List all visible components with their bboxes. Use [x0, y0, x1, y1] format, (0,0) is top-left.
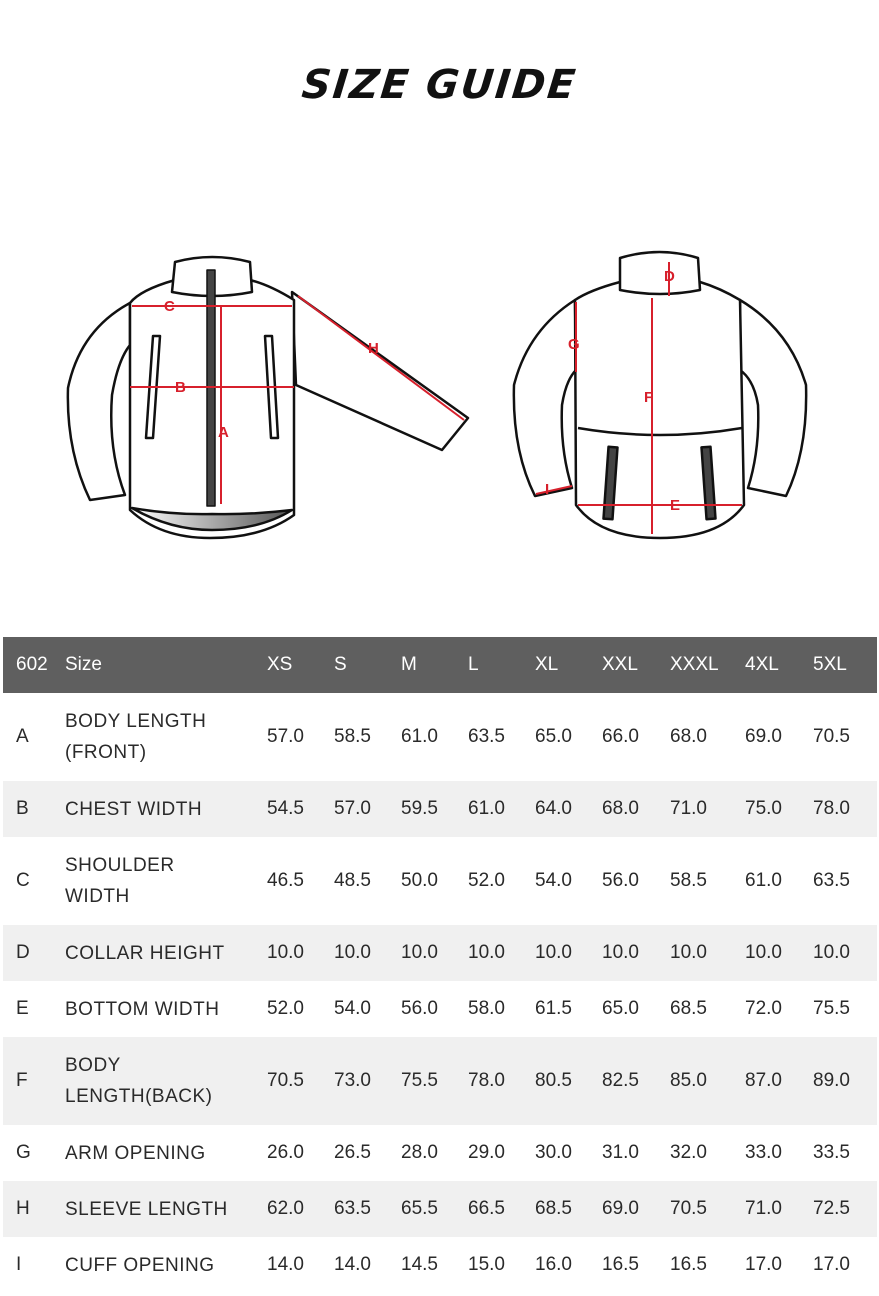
header-l: L [468, 637, 535, 693]
table-row [3, 693, 877, 781]
measure-value: 10.0 [602, 925, 670, 981]
measure-name: CUFF OPENING [65, 1254, 215, 1276]
measure-value: 75.5 [401, 1037, 468, 1125]
header-s: S [334, 637, 401, 693]
measure-code: C [16, 870, 30, 891]
measure-value: 58.5 [670, 870, 707, 891]
measure-name: COLLAR HEIGHT [65, 925, 267, 981]
header-m: M [401, 637, 468, 693]
measure-value: 28.0 [401, 1142, 438, 1163]
measure-value: 54.0 [535, 870, 572, 891]
measure-code: G [16, 1142, 31, 1163]
label-c: C [164, 298, 175, 315]
measure-value: 66.5 [468, 1181, 535, 1237]
table-row [3, 1037, 877, 1125]
table-row [3, 1237, 877, 1293]
measure-value: 78.0 [468, 1037, 535, 1125]
measure-code: E [16, 998, 29, 1019]
measure-value: 10.0 [670, 925, 745, 981]
measure-value: 89.0 [813, 1037, 877, 1125]
measure-value: 56.0 [401, 998, 438, 1019]
measure-value: 75.0 [745, 781, 813, 837]
measure-value: 16.5 [602, 1254, 639, 1275]
measure-value: 57.0 [334, 781, 401, 837]
measure-value: 26.5 [334, 1142, 371, 1163]
table-row [3, 925, 877, 981]
measure-value: 10.0 [334, 925, 401, 981]
back-jacket-drawing [514, 252, 806, 538]
measure-value: 14.5 [401, 1254, 438, 1275]
measure-code: F [3, 1037, 65, 1125]
header-xxxl: XXXL [670, 637, 745, 693]
measure-value: 68.0 [670, 726, 707, 747]
measure-value: 61.0 [745, 870, 782, 891]
header-size: Size [65, 637, 267, 693]
measure-value: 54.0 [334, 998, 371, 1019]
measure-value: 73.0 [334, 1037, 401, 1125]
measure-value: 10.0 [267, 925, 334, 981]
page-title: SIZE GUIDE [299, 62, 580, 108]
measure-name: BOTTOM WIDTH [65, 998, 220, 1020]
measure-value: 10.0 [745, 925, 813, 981]
size-chart-table [3, 637, 877, 1293]
measure-value: 64.0 [535, 781, 602, 837]
measure-value: 30.0 [535, 1142, 572, 1163]
header-xs: XS [267, 637, 334, 693]
measure-name: BODY LENGTH(BACK) [65, 1037, 267, 1125]
measure-value: 10.0 [535, 925, 602, 981]
measure-value: 16.0 [535, 1254, 572, 1275]
measure-value: 17.0 [745, 1254, 782, 1275]
measure-value: 10.0 [401, 925, 468, 981]
measure-value: 56.0 [602, 870, 639, 891]
measure-name: ARM OPENING [65, 1142, 206, 1164]
measure-value: 70.5 [670, 1181, 745, 1237]
measure-value: 65.5 [401, 1181, 468, 1237]
table-row [3, 781, 877, 837]
measure-code: A [16, 726, 29, 747]
measure-value: 63.5 [813, 870, 850, 891]
label-d: D [664, 268, 675, 285]
table-row [3, 1125, 877, 1181]
measure-code: B [3, 781, 65, 837]
measure-code: I [16, 1254, 22, 1275]
measure-value: 65.0 [535, 726, 572, 747]
measure-value: 61.0 [468, 781, 535, 837]
measure-value: 14.0 [267, 1254, 304, 1275]
measure-value: 46.5 [267, 870, 304, 891]
header-style-number: 602 [3, 637, 65, 693]
measure-value: 61.0 [401, 726, 438, 747]
measure-name: CHEST WIDTH [65, 781, 267, 837]
measure-value: 29.0 [468, 1142, 505, 1163]
measure-value: 72.0 [745, 998, 782, 1019]
measure-value: 69.0 [745, 726, 782, 747]
measure-value: 16.5 [670, 1254, 707, 1275]
measure-value: 71.0 [670, 781, 745, 837]
measure-value: 59.5 [401, 781, 468, 837]
measure-value: 32.0 [670, 1142, 707, 1163]
jacket-measurement-diagram [0, 240, 879, 560]
measure-value: 54.5 [267, 781, 334, 837]
measure-value: 70.5 [267, 1037, 334, 1125]
measure-value: 69.0 [602, 1181, 670, 1237]
measure-value: 58.5 [334, 726, 371, 747]
measure-value: 66.0 [602, 726, 639, 747]
measure-value: 33.5 [813, 1142, 850, 1163]
table-row [3, 981, 877, 1037]
table-row [3, 837, 877, 925]
measure-value: 15.0 [468, 1254, 505, 1275]
measure-value: 82.5 [602, 1037, 670, 1125]
label-g: G [568, 336, 580, 353]
measure-value: 57.0 [267, 726, 304, 747]
header-5xl: 5XL [813, 637, 877, 693]
header-xl: XL [535, 637, 602, 693]
front-jacket-drawing [68, 257, 468, 538]
measure-name: SHOULDER WIDTH [65, 855, 175, 907]
measure-value: 50.0 [401, 870, 438, 891]
measure-value: 71.0 [745, 1181, 813, 1237]
measure-value: 68.0 [602, 781, 670, 837]
measure-value: 78.0 [813, 781, 877, 837]
measure-value: 87.0 [745, 1037, 813, 1125]
measure-code: H [3, 1181, 65, 1237]
header-xxl: XXL [602, 637, 670, 693]
measure-code: D [3, 925, 65, 981]
measure-value: 17.0 [813, 1254, 850, 1275]
measure-value: 14.0 [334, 1254, 371, 1275]
table-row [3, 1181, 877, 1237]
measure-value: 75.5 [813, 998, 850, 1019]
measure-value: 26.0 [267, 1142, 304, 1163]
measure-value: 65.0 [602, 998, 639, 1019]
measure-value: 85.0 [670, 1037, 745, 1125]
table-header-row [3, 637, 877, 693]
measure-value: 10.0 [468, 925, 535, 981]
label-f: F [644, 389, 654, 406]
measure-value: 68.5 [535, 1181, 602, 1237]
measure-value: 63.5 [334, 1181, 401, 1237]
label-e: E [670, 497, 681, 514]
measure-value: 31.0 [602, 1142, 639, 1163]
measure-value: 61.5 [535, 998, 572, 1019]
label-a: A [218, 424, 229, 441]
measure-value: 70.5 [813, 726, 850, 747]
measure-value: 72.5 [813, 1181, 877, 1237]
measure-value: 58.0 [468, 998, 505, 1019]
measure-value: 62.0 [267, 1181, 334, 1237]
label-b: B [175, 379, 186, 396]
header-4xl: 4XL [745, 637, 813, 693]
label-i: I [545, 481, 550, 498]
measure-value: 52.0 [267, 998, 304, 1019]
measure-value: 80.5 [535, 1037, 602, 1125]
measure-name: BODY LENGTH (FRONT) [65, 711, 207, 763]
measure-value: 48.5 [334, 870, 371, 891]
measure-name: SLEEVE LENGTH [65, 1181, 267, 1237]
measure-value: 33.0 [745, 1142, 782, 1163]
measure-value: 10.0 [813, 925, 877, 981]
measure-value: 68.5 [670, 998, 707, 1019]
measure-value: 63.5 [468, 726, 505, 747]
measure-value: 52.0 [468, 870, 505, 891]
label-h: H [368, 340, 379, 357]
